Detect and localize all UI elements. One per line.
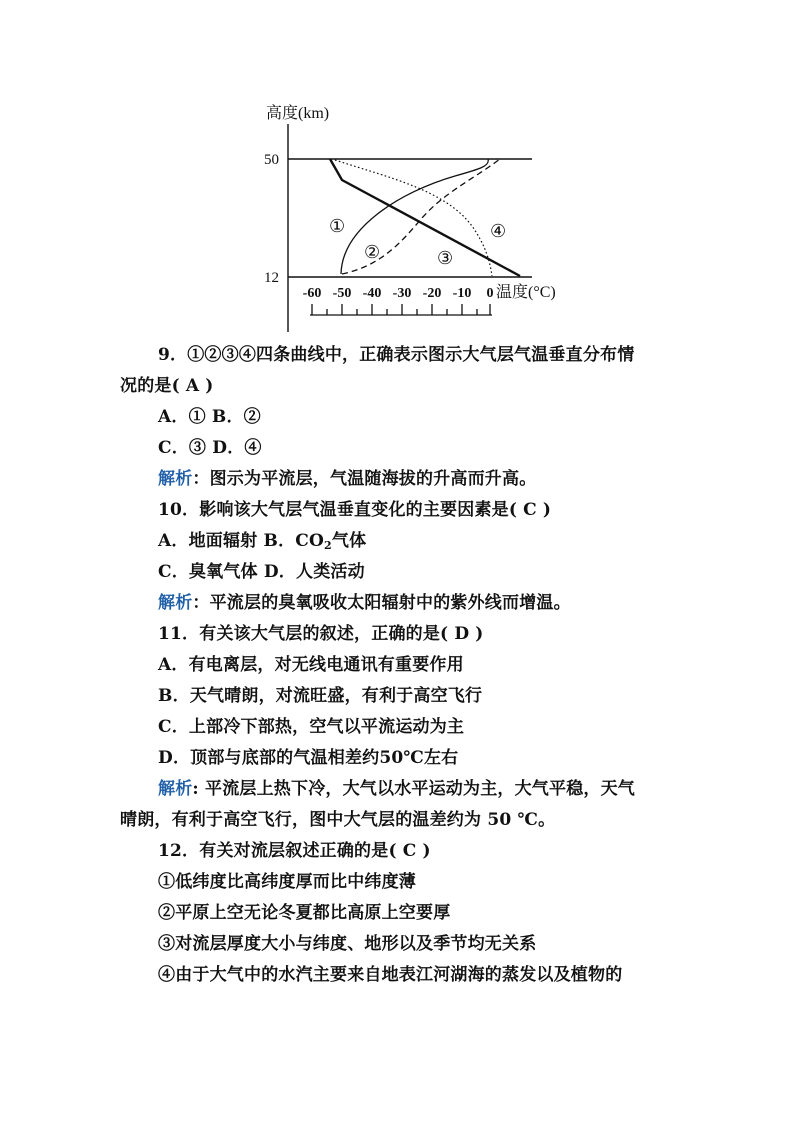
q11-analysis-text: : 平流层上热下冷，大气以水平运动为主，大气平稳，天气 (192, 779, 635, 799)
x-tick-label: -10 (452, 286, 472, 301)
y-tick-12: 12 (264, 270, 279, 286)
analysis-label: 解析 (158, 593, 193, 613)
x-tick-label: -30 (392, 286, 412, 301)
x-tick-label: -40 (362, 286, 382, 301)
q11-option-d: D．顶部与底部的气温相差约50℃左右 (158, 748, 459, 768)
q10-analysis (120, 588, 680, 619)
q10-options-row1-suffix: 气体 (331, 531, 367, 551)
x-tick-label: -50 (332, 286, 352, 301)
q12-stem-prefix: 12．有关对流层叙述正确的是( (158, 841, 397, 861)
q12-answer: C (402, 841, 417, 861)
figure-svg (240, 96, 580, 336)
q10-analysis-text: ：平流层的臭氧吸收太阳辐射中的紫外线而增温。 (192, 593, 571, 613)
q10-options-row2: C．臭氧气体 D．人类活动 (158, 562, 365, 582)
q9-stem-prefix: 况的是( (120, 376, 180, 396)
question-text (120, 340, 680, 991)
q9-stem-line2 (120, 371, 680, 402)
co2-subscript: 2 (324, 539, 332, 552)
y-tick-50: 50 (264, 152, 279, 168)
q9-stem-text: 9．①②③④四条曲线中，正确表示图示大气层气温垂直分布情 (158, 345, 635, 365)
curve-label-2: ② (364, 242, 381, 262)
temperature-altitude-figure (240, 96, 580, 336)
q11-stem (120, 619, 680, 650)
q9-stem-line1 (120, 340, 680, 371)
curve-label-3: ③ (437, 248, 454, 268)
q9-stem-suffix: ) (205, 376, 214, 396)
x-tick-label: -20 (422, 286, 442, 301)
q12-item-4: ④由于大气中的水汽主要来自地表江河湖海的蒸发以及植物的 (158, 965, 623, 985)
q12-stem (120, 836, 680, 867)
q11-stem-suffix: ) (475, 624, 484, 644)
x-tick-label: 0 (486, 286, 494, 301)
q11-option-a: A．有电离层，对无线电通讯有重要作用 (158, 655, 464, 675)
q12-item-1: ①低纬度比高纬度厚而比中纬度薄 (158, 872, 416, 892)
q10-stem-prefix: 10．影响该大气层气温垂直变化的主要因素是( (158, 500, 518, 520)
q11-analysis-line2: 晴朗，有利于高空飞行，图中大气层的温差约为 50 ℃。 (120, 810, 556, 830)
q9-analysis-text: ：图示为平流层，气温随海拔的升高而升高。 (192, 469, 537, 489)
q9-analysis (120, 464, 680, 495)
q11-option-b: B．天气晴朗，对流旺盛，有利于高空飞行 (158, 686, 483, 706)
q12-stem-suffix: ) (422, 841, 431, 861)
analysis-label: 解析 (158, 779, 193, 799)
curve-label-1: ① (329, 216, 346, 236)
q10-stem-suffix: ) (542, 500, 552, 520)
q11-stem-prefix: 11．有关该大气层的叙述，正确的是( (158, 624, 449, 644)
analysis-label: 解析 (158, 469, 193, 489)
q10-stem (120, 495, 680, 526)
curve-3 (330, 159, 520, 276)
q9-options-row1: A．① B．② (158, 407, 261, 427)
q10-options-row1 (120, 526, 680, 557)
x-axis-label: 温度(°C) (496, 284, 556, 301)
q11-answer: D (454, 624, 470, 644)
q12-item-2: ②平原上空无论冬夏都比高原上空要厚 (158, 903, 451, 923)
q10-answer: C (523, 500, 537, 520)
x-tick-label: -60 (302, 286, 322, 301)
q10-options-row1-text: A．地面辐射 B．CO (158, 531, 325, 551)
q12-item-3: ③对流层厚度大小与纬度、地形以及季节均无关系 (158, 934, 537, 954)
q11-option-c: C．上部冷下部热，空气以平流运动为主 (158, 717, 465, 737)
q11-analysis-line1 (120, 774, 680, 805)
curve-label-4: ④ (490, 221, 507, 241)
y-axis-label: 高度(km) (266, 105, 330, 122)
q9-options-row2: C．③ D．④ (158, 438, 262, 458)
q9-answer: A (185, 376, 200, 396)
temperature-scale-ticks (312, 304, 490, 315)
